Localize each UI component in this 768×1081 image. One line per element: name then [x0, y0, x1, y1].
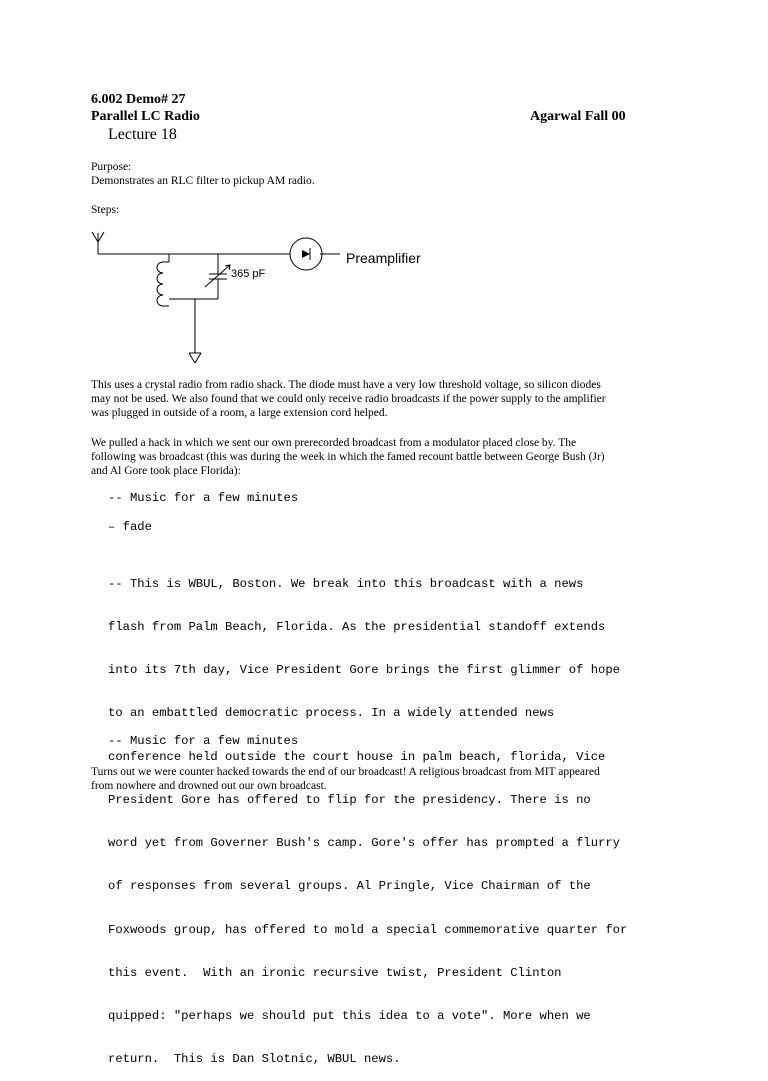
script-line: word yet from Governer Bush's camp. Gore's offer has prompted a flurry — [108, 836, 620, 851]
script-fade: – fade — [108, 520, 152, 534]
paragraph-hack — [91, 436, 605, 478]
script-music-start: -- Music for a few minutes — [108, 491, 299, 505]
text-line: Turns out we were counter hacked towards the end of our broadcast! A religious broadcast from MIT appeared — [91, 766, 600, 778]
ground-icon — [189, 353, 201, 363]
diode-icon — [290, 238, 340, 270]
script-line: to an embattled democratic process. In a widely attended news — [108, 706, 555, 721]
script-line: Foxwoods group, has offered to mold a special commemorative quarter for — [108, 922, 628, 937]
text-line: may not be used. We also found that we could only receive radio broadcasts if the power supply to the amplifier — [91, 393, 606, 405]
text-line: This uses a crystal radio from radio shack. The diode must have a very low threshold voltage, so silicon diodes — [91, 379, 601, 391]
script-line: conference held outside the court house in palm beach, florida, Vice — [108, 749, 606, 764]
preamplifier-label: Preamplifier — [346, 250, 421, 266]
author-term: Agarwal Fall 00 — [530, 109, 626, 124]
script-broadcast — [108, 548, 627, 1081]
purpose-label: Purpose: — [91, 161, 132, 173]
script-line: flash from Palm Beach, Florida. As the presidential standoff extends — [108, 620, 606, 635]
text-line: from nowhere and drowned out our own broadcast. — [91, 780, 327, 792]
antenna-icon — [92, 232, 104, 254]
text-line: following was broadcast (this was during the week in which the famed recount battle between George Bush (Jr) — [91, 451, 605, 463]
script-line: of responses from several groups. Al Pringle, Vice Chairman of the — [108, 879, 591, 894]
script-line: return. This is Dan Slotnic, WBUL news. — [108, 1052, 401, 1067]
steps-label: Steps: — [91, 204, 120, 216]
script-music-end: -- Music for a few minutes — [108, 734, 299, 748]
demo-subtitle: Parallel LC Radio — [91, 109, 200, 124]
inductor-coil-icon — [157, 262, 169, 306]
text-line: and Al Gore took place Florida): — [91, 465, 241, 477]
text-line: was plugged in outside of a room, a large extension cord helped. — [91, 407, 388, 419]
script-line: this event. With an ironic recursive twist, President Clinton — [108, 965, 562, 980]
lecture-number: Lecture 18 — [108, 126, 177, 143]
script-line: into its 7th day, Vice President Gore brings the first glimmer of hope — [108, 663, 620, 678]
script-line: -- This is WBUL, Boston. We break into this broadcast with a news — [108, 576, 584, 591]
purpose-text: Demonstrates an RLC filter to pickup AM radio. — [91, 175, 315, 187]
paragraph-crystal-radio — [91, 378, 606, 420]
circuit-diagram — [85, 225, 445, 370]
text-line: We pulled a hack in which we sent our own prerecorded broadcast from a modulator placed close by. The — [91, 437, 577, 449]
script-line: quipped: "perhaps we should put this idea to a vote". More when we — [108, 1009, 591, 1023]
script-line: President Gore has offered to flip for the presidency. There is no — [108, 792, 591, 807]
demo-title: 6.002 Demo# 27 — [91, 92, 186, 107]
capacitor-label: 365 pF — [231, 268, 266, 280]
paragraph-counter-hack — [91, 765, 600, 793]
